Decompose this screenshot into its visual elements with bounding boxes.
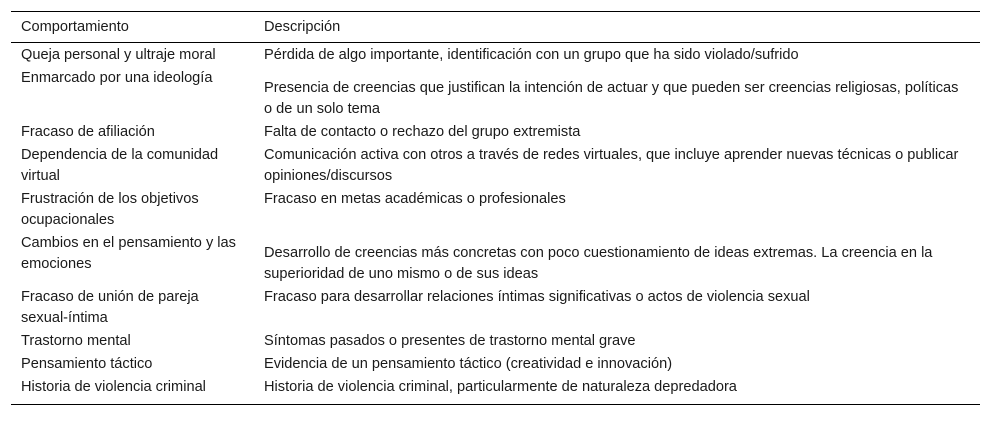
table-row bbox=[11, 121, 980, 144]
behavior-cell: Trastorno mental bbox=[21, 333, 131, 349]
behavior-cell: Dependencia de la comunidad virtual bbox=[21, 147, 219, 184]
header-row bbox=[11, 12, 980, 43]
table-row bbox=[11, 43, 980, 68]
behavior-cell: Fracaso de unión de pareja sexual-íntima bbox=[21, 289, 199, 326]
header-behavior: Comportamiento bbox=[11, 12, 254, 43]
behavior-cell: Cambios en el pensamiento y las emociones bbox=[21, 235, 236, 272]
behavior-cell: Queja personal y ultraje moral bbox=[21, 47, 216, 63]
table-row bbox=[11, 376, 980, 405]
behavior-table bbox=[11, 11, 980, 405]
table-row bbox=[11, 188, 980, 232]
description-cell: Síntomas pasados o presentes de trastorno mental grave bbox=[264, 333, 636, 349]
description-cell: Fracaso en metas académicas o profesionales bbox=[264, 191, 566, 207]
behavior-cell: Fracaso de afiliación bbox=[21, 124, 155, 140]
behavior-table-container bbox=[11, 11, 980, 405]
description-cell: Evidencia de un pensamiento táctico (creatividad e innovación) bbox=[264, 356, 673, 372]
table-row bbox=[11, 330, 980, 353]
table-row bbox=[11, 67, 980, 121]
table-row bbox=[11, 144, 980, 188]
table-body bbox=[11, 43, 980, 405]
behavior-cell: Frustración de los objetivos ocupacionales bbox=[21, 191, 199, 228]
behavior-cell: Enmarcado por una ideología bbox=[21, 70, 213, 86]
description-cell: Comunicación activa con otros a través de redes virtuales, que incluye aprender nuevas técnicas o publicar opiniones/discursos bbox=[264, 147, 959, 184]
behavior-cell: Historia de violencia criminal bbox=[11, 376, 254, 405]
description-cell: Falta de contacto o rechazo del grupo extremista bbox=[264, 124, 581, 140]
description-cell: Fracaso para desarrollar relaciones íntimas significativas o actos de violencia sexual bbox=[264, 289, 810, 305]
table-row bbox=[11, 232, 980, 286]
description-cell: Desarrollo de creencias más concretas con poco cuestionamiento de ideas extremas. La creencia en la superioridad de uno mismo o de sus ideas bbox=[264, 245, 933, 282]
table-header bbox=[11, 12, 980, 43]
behavior-cell: Pensamiento táctico bbox=[21, 356, 153, 372]
description-cell: Historia de violencia criminal, particularmente de naturaleza depredadora bbox=[254, 376, 980, 405]
header-description: Descripción bbox=[254, 12, 980, 43]
description-cell: Pérdida de algo importante, identificación con un grupo que ha sido violado/sufrido bbox=[264, 47, 799, 63]
description-cell: Presencia de creencias que justifican la intención de actuar y que pueden ser creencias religiosas, políticas o de un solo tema bbox=[264, 80, 959, 117]
table-row bbox=[11, 286, 980, 330]
table-row bbox=[11, 353, 980, 376]
